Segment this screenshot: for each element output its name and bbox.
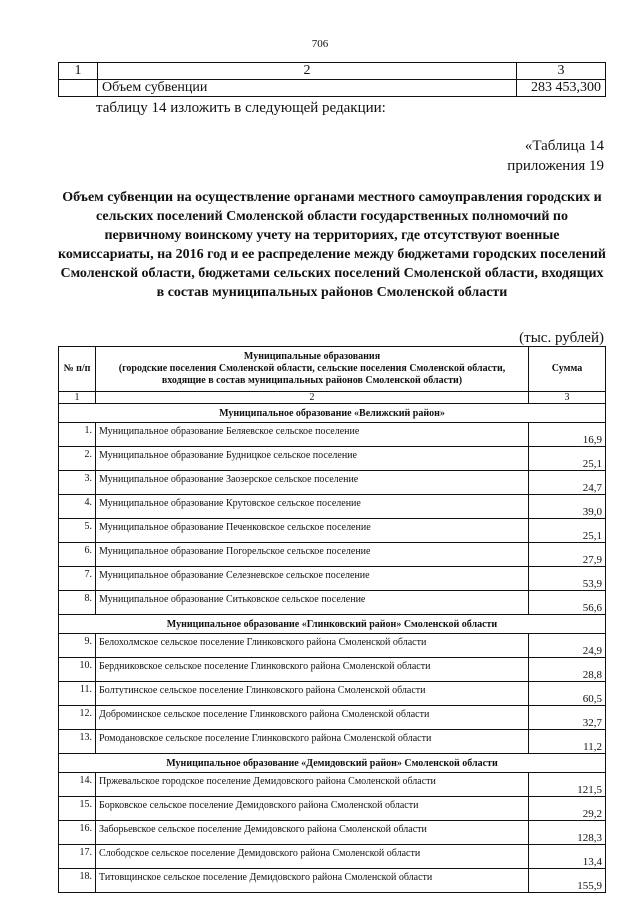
row-sum: 29,2	[529, 797, 606, 821]
row-municipality: Белохолмское сельское поселение Глинковского района Смоленской области	[96, 634, 529, 658]
summary-header-row	[59, 63, 606, 80]
row-municipality: Муниципальное образование Погорельское сельское поселение	[96, 543, 529, 567]
row-number: 7.	[59, 567, 96, 591]
column-number-3: 3	[529, 392, 606, 404]
row-municipality: Муниципальное образование Крутовское сельское поселение	[96, 495, 529, 519]
row-sum: 25,1	[529, 519, 606, 543]
section-header-row	[59, 404, 606, 423]
table-body	[59, 404, 606, 893]
row-number: 13.	[59, 730, 96, 754]
row-number: 12.	[59, 706, 96, 730]
table-row	[59, 495, 606, 519]
section-header-row	[59, 615, 606, 634]
page-number: 706	[311, 38, 329, 50]
row-municipality: Болтутинское сельское поселение Глинковского района Смоленской области	[96, 682, 529, 706]
table-ref-line1: «Таблица 14	[524, 138, 604, 154]
column-number-1: 1	[59, 392, 96, 404]
table-reference	[507, 136, 604, 176]
row-number: 15.	[59, 797, 96, 821]
row-municipality: Ромодановское сельское поселение Глинковского района Смоленской области	[96, 730, 529, 754]
summary-row	[59, 80, 606, 97]
table-row	[59, 471, 606, 495]
row-sum: 128,3	[529, 821, 606, 845]
row-sum: 53,9	[529, 567, 606, 591]
row-number: 18.	[59, 869, 96, 893]
section-title: Муниципальное образование «Демидовский район» Смоленской области	[59, 754, 606, 773]
table-row	[59, 447, 606, 471]
row-municipality: Борковское сельское поселение Демидовского района Смоленской области	[96, 797, 529, 821]
table-row	[59, 519, 606, 543]
summary-label: Объем субвенции	[98, 80, 517, 97]
summary-col-3: 3	[517, 63, 606, 80]
row-sum: 39,0	[529, 495, 606, 519]
table-row	[59, 730, 606, 754]
table-row	[59, 869, 606, 893]
row-number: 14.	[59, 773, 96, 797]
row-municipality: Бердниковское сельское поселение Глинковского района Смоленской области	[96, 658, 529, 682]
row-sum: 24,7	[529, 471, 606, 495]
row-sum: 155,9	[529, 869, 606, 893]
row-municipality: Доброминское сельское поселение Глинковского района Смоленской области	[96, 706, 529, 730]
row-municipality: Пржевальское городское поселение Демидовского района Смоленской области	[96, 773, 529, 797]
row-sum: 28,8	[529, 658, 606, 682]
row-municipality: Муниципальное образование Беляевское сельское поселение	[96, 423, 529, 447]
column-numbers-row	[59, 392, 606, 404]
row-municipality: Заборьевское сельское поселение Демидовского района Смоленской области	[96, 821, 529, 845]
section-title: Муниципальное образование «Глинковский район» Смоленской области	[59, 615, 606, 634]
row-municipality: Титовщинское сельское поселение Демидовского района Смоленской области	[96, 869, 529, 893]
distribution-table	[58, 346, 606, 893]
summary-col-1: 1	[59, 63, 98, 80]
row-sum: 25,1	[529, 447, 606, 471]
units-label: (тыс. рублей)	[519, 330, 604, 346]
row-number: 5.	[59, 519, 96, 543]
table-row	[59, 567, 606, 591]
summary-col-2: 2	[98, 63, 517, 80]
table-row	[59, 821, 606, 845]
header-municipality-line2: (городские поселения Смоленской области, сельские поселения Смоленской области,	[118, 363, 506, 374]
row-municipality: Муниципальное образование Ситьковское сельское поселение	[96, 591, 529, 615]
row-sum: 16,9	[529, 423, 606, 447]
table-row	[59, 423, 606, 447]
row-municipality: Муниципальное образование Заозерское сельское поселение	[96, 471, 529, 495]
row-number: 17.	[59, 845, 96, 869]
table-row	[59, 845, 606, 869]
table-row	[59, 797, 606, 821]
subvention-summary-table	[58, 62, 606, 97]
row-sum: 56,6	[529, 591, 606, 615]
row-number: 9.	[59, 634, 96, 658]
row-sum: 11,2	[529, 730, 606, 754]
row-sum: 60,5	[529, 682, 606, 706]
row-number: 3.	[59, 471, 96, 495]
row-number: 1.	[59, 423, 96, 447]
table-row	[59, 591, 606, 615]
section-header-row	[59, 754, 606, 773]
row-sum: 24,9	[529, 634, 606, 658]
column-number-2: 2	[96, 392, 529, 404]
row-sum: 121,5	[529, 773, 606, 797]
table-row	[59, 706, 606, 730]
row-number: 6.	[59, 543, 96, 567]
table-row	[59, 658, 606, 682]
row-municipality: Слободское сельское поселение Демидовского района Смоленской области	[96, 845, 529, 869]
intro-text: таблицу 14 изложить в следующей редакции:	[96, 100, 386, 116]
row-municipality: Муниципальное образование Будницкое сельское поселение	[96, 447, 529, 471]
row-municipality: Муниципальное образование Печенковское сельское поселение	[96, 519, 529, 543]
table-ref-line2: приложения 19	[507, 158, 604, 174]
table-header-row	[59, 347, 606, 392]
header-municipality	[96, 347, 529, 392]
row-number: 8.	[59, 591, 96, 615]
row-sum: 27,9	[529, 543, 606, 567]
table-row	[59, 543, 606, 567]
header-number: № п/п	[59, 347, 96, 392]
row-number: 4.	[59, 495, 96, 519]
row-number: 2.	[59, 447, 96, 471]
header-municipality-line3: входящие в состав муниципальных районов Смоленской области)	[161, 375, 463, 386]
row-sum: 13,4	[529, 845, 606, 869]
row-number: 10.	[59, 658, 96, 682]
document-title: Объем субвенции на осуществление органами местного самоуправления городских и сельских поселений Смоленской области государственных полномочий по первичному воинскому учету на территориях, где отсутствуют военные комиссариаты, на 2016 год и ее распределение между бюджетами городских поселений Смоленской области, бюджетами сельских поселений Смоленской области, входящих в состав муниципальных районов Смоленской области	[57, 190, 606, 300]
row-sum: 32,7	[529, 706, 606, 730]
summary-empty-cell	[59, 80, 98, 97]
row-municipality: Муниципальное образование Селезневское сельское поселение	[96, 567, 529, 591]
section-title: Муниципальное образование «Велижский район»	[59, 404, 606, 423]
table-row	[59, 773, 606, 797]
header-sum: Сумма	[529, 347, 606, 392]
summary-amount: 283 453,300	[517, 80, 606, 97]
table-row	[59, 634, 606, 658]
row-number: 11.	[59, 682, 96, 706]
row-number: 16.	[59, 821, 96, 845]
table-row	[59, 682, 606, 706]
header-municipality-line1: Муниципальные образования	[243, 351, 381, 362]
